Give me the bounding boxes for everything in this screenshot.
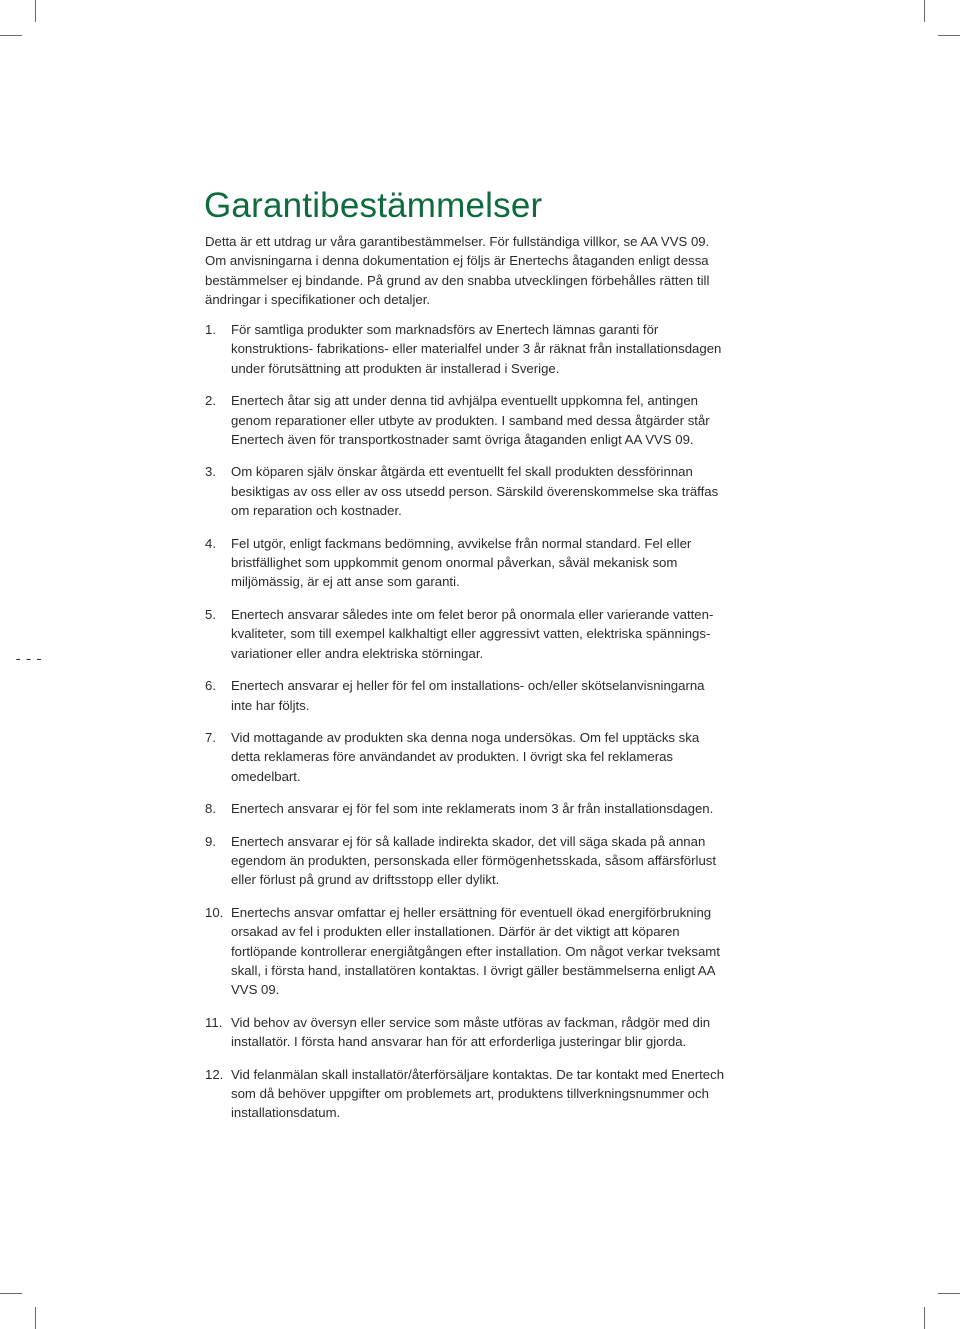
crop-mark-top-left-h [0, 35, 22, 36]
term-item [205, 903, 725, 1000]
term-number: 8. [205, 801, 216, 817]
crop-mark-bottom-right-h [938, 1293, 960, 1294]
term-item [205, 1065, 725, 1123]
term-item [205, 391, 725, 449]
term-number: 10. [205, 904, 224, 920]
term-text: Vid behov av översyn eller service som måste utföras av fackman, rådgör med din installatör. I första hand ansvarar han för att erforderliga justeringar blir gjorda. [231, 1014, 711, 1050]
term-item [205, 799, 725, 818]
term-number: 5. [205, 606, 216, 622]
term-number: 6. [205, 678, 216, 694]
crop-mark-bottom-left [35, 1307, 36, 1329]
term-item [205, 832, 725, 890]
term-number: 1. [205, 322, 216, 337]
term-text: Enertech ansvarar ej för så kallade indirekta skador, det vill säga skada på annan egendom än produkten, personskada eller förmögenhetsskada, såsom affärsförlust eller förlust på grund av driftsstopp eller dylikt. [231, 833, 717, 888]
term-number: 4. [205, 535, 216, 551]
term-text: Enertech åtar sig att under denna tid avhjälpa eventuellt uppkomna fel, antingen genom reparationer eller utbyte av produkten. I samband med dessa åtgärder står Enertech även för transportkostnader samt övriga åtaganden enligt AA VVS 09. [231, 393, 710, 448]
term-item [205, 605, 725, 663]
term-item [205, 728, 725, 786]
crop-mark-bottom-left-h [0, 1293, 22, 1294]
term-text: Enertechs ansvar omfattar ej heller ersättning för eventuell ökad energiförbrukning orsakad av fel i produkten eller installationen. Därför är det viktigt att köparen fortlöpande kontrollerar energiåtgången efter installation. Om något verkar tveksamt skall, i första hand, installatören kontaktas. I övrigt gäller bestämmelserna enligt AA VVS 09. [231, 904, 720, 998]
term-number: 12. [205, 1066, 224, 1082]
term-number: 3. [205, 464, 216, 480]
term-item [205, 462, 725, 520]
term-item [205, 320, 725, 378]
crop-mark-top-right [924, 0, 925, 22]
term-item [205, 1013, 725, 1052]
term-text: Vid mottagande av produkten ska denna noga undersökas. Om fel upptäcks ska detta reklameras före användandet av produkten. I övrigt ska fel reklameras omedelbart. [231, 729, 700, 784]
term-text: Fel utgör, enligt fackmans bedömning, avvikelse från normal standard. Fel eller bristfällighet som uppkommit genom onormal påverkan, såväl mekanisk som miljömässig, är ej att anse som garanti. [231, 535, 692, 590]
term-item [205, 534, 725, 592]
crop-mark-top-left [35, 0, 36, 22]
term-number: 2. [205, 393, 216, 409]
term-text: Enertech ansvarar således inte om felet beror på onormala eller varierande vattenkvaliteter, som till exempel kalkhaltigt eller aggressivt vatten, elektriska spänningsvariationer eller andra elektriska störningar. [231, 606, 714, 661]
crop-mark-bottom-right [924, 1307, 925, 1329]
crop-mark-top-right-h [938, 35, 960, 36]
term-number: 9. [205, 833, 216, 849]
term-item [205, 676, 725, 715]
term-text: Om köparen själv önskar åtgärda ett eventuellt fel skall produkten dessförinnan besiktigas av oss eller av oss utsedd person. Särskild överenskommelse ska träffas om reparation och kostnader. [231, 464, 719, 519]
page-title: Garantibestämmelser [204, 186, 543, 225]
terms-list [205, 320, 725, 1136]
term-text: Vid felanmälan skall installatör/återförsäljare kontaktas. De tar kontakt med Enertech som då behöver uppgifter om problemets art, produktens tillverkningsnummer och installationsdatum. [231, 1066, 725, 1121]
term-number: 11. [205, 1014, 223, 1030]
fold-mark: --- [14, 652, 46, 668]
term-number: 7. [205, 729, 216, 745]
intro-paragraph: Detta är ett utdrag ur våra garantibestämmelser. För fullständiga villkor, se AA VVS 09. Om anvisningarna i denna dokumentation ej följs är Enertechs åtaganden enligt dessa bestämmelser ej bindande. På grund av den snabba utvecklingen förbehålles rätten till ändringar i specifikationer och detaljer. [205, 234, 710, 308]
term-text: Enertech ansvarar ej för fel som inte reklamerats inom 3 år från installationsdagen. [231, 801, 714, 817]
term-text: För samtliga produkter som marknadsförs av Enertech lämnas garanti för konstruktions- fabrikations- eller materialfel under 3 år räknat från installationsdagen under förutsättning att produkten är installerad i Sverige. [231, 322, 722, 376]
term-text: Enertech ansvarar ej heller för fel om installations- och/eller skötselanvisningarna inte har följts. [231, 678, 705, 713]
